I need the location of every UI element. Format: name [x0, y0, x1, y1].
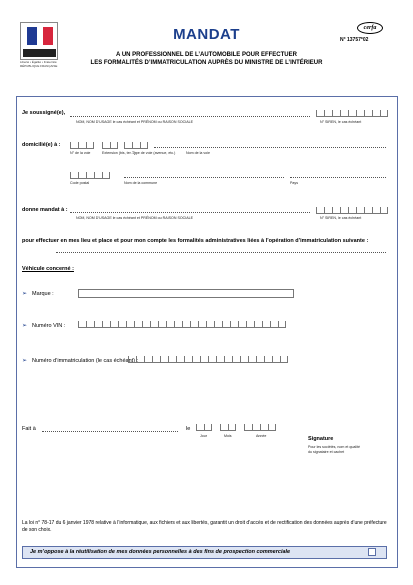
opposition-checkbox[interactable]	[368, 548, 376, 556]
domicile-label: domicilié(e) à :	[22, 142, 61, 148]
cerfa-logo: cerfa	[357, 22, 383, 34]
arrow-icon: ➢	[22, 358, 28, 364]
mandat-name-caption: NOM, NOM D’USAGE le cas échéant et PRÉNOM ou RAISON SOCIALE	[76, 216, 194, 220]
street-number-caption: N° de la voie	[70, 151, 91, 155]
marque-label: Marque :	[32, 291, 54, 297]
day-caption: Jour	[200, 434, 207, 438]
country-caption: Pays	[290, 181, 298, 185]
commune-field[interactable]	[124, 172, 284, 178]
year-field[interactable]	[244, 424, 276, 431]
immat-field[interactable]	[128, 356, 288, 363]
street-type-field[interactable]	[124, 142, 148, 149]
street-name-caption: Nom de la voie	[186, 151, 210, 155]
page-subtitle: A UN PROFESSIONNEL DE L’AUTOMOBILE POUR EFFECTUER LES FORMALITÉS D’IMMATRICULATION AUPRÈS DU MINISTRE DE L’INTÉRIEUR	[90, 52, 323, 66]
soussigne-name-field[interactable]	[70, 111, 310, 117]
postal-code-caption: Code postal	[70, 181, 90, 185]
arrow-icon: ➢	[22, 291, 28, 297]
page-title: MANDAT	[173, 26, 240, 43]
immat-label: Numéro d’immatriculation (le cas échéant) :	[32, 358, 139, 364]
form-number: N° 13757*02	[340, 37, 369, 43]
day-field[interactable]	[196, 424, 212, 431]
vehicule-heading: Véhicule concerné :	[22, 266, 74, 272]
fait-a-label: Fait à	[22, 426, 36, 432]
mandat-name-field[interactable]	[70, 207, 310, 213]
operation-field[interactable]	[56, 247, 386, 253]
street-extension-caption: Extension (bis, ter…)	[102, 151, 136, 155]
fait-a-field[interactable]	[42, 426, 178, 432]
country-field[interactable]	[290, 172, 386, 178]
month-caption: Mois	[224, 434, 232, 438]
signature-heading: Signature	[308, 436, 334, 442]
soussigne-siren-field[interactable]	[316, 110, 388, 117]
street-extension-field[interactable]	[102, 142, 118, 149]
mandat-label: donne mandat à :	[22, 207, 68, 213]
street-type-caption: Type de voie (avenue, etc.)	[132, 151, 176, 155]
signature-caption-1: Pour les sociétés, nom et qualité	[308, 445, 360, 449]
mandat-siren-field[interactable]	[316, 207, 388, 214]
vin-field[interactable]	[78, 321, 286, 328]
legal-notice: La loi n° 78-17 du 6 janvier 1978 relative à l’informatique, aux fichiers et aux libertés, garantit un droit d’accès et de rectification des données auprès d’une préfecture de son choix.	[22, 520, 387, 533]
mandat-siren-caption: N° SIREN, le cas échéant	[320, 216, 362, 220]
opposition-text: Je m’oppose à la réutilisation de mes données personnelles à des fins de prospection commerciale	[30, 549, 291, 555]
signature-area[interactable]	[308, 458, 386, 502]
year-caption: Année	[256, 434, 267, 438]
month-field[interactable]	[220, 424, 236, 431]
logo-caption: Liberté • Égalité • Fraternité RÉPUBLIQUE FRANÇAISE	[20, 60, 58, 68]
soussigne-name-caption: NOM, NOM D’USAGE le cas échéant et PRÉNOM ou RAISON SOCIALE	[76, 120, 194, 124]
marque-field[interactable]	[78, 289, 294, 298]
signature-caption-2: du signataire et cachet	[308, 450, 345, 454]
soussigne-label: Je soussigné(e),	[22, 110, 66, 116]
vin-label: Numéro VIN :	[32, 323, 66, 329]
date-label: le	[186, 426, 191, 432]
street-number-field[interactable]	[70, 142, 94, 149]
postal-code-field[interactable]	[70, 172, 110, 179]
commune-caption: Nom de la commune	[124, 181, 158, 185]
arrow-icon: ➢	[22, 323, 28, 329]
street-name-field[interactable]	[154, 142, 386, 148]
soussigne-siren-caption: N° SIREN, le cas échéant	[320, 120, 362, 124]
effectuer-text: pour effectuer en mes lieu et place et pour mon compte les formalités administratives liées à l’opération d’immatriculation suivante :	[22, 238, 369, 244]
